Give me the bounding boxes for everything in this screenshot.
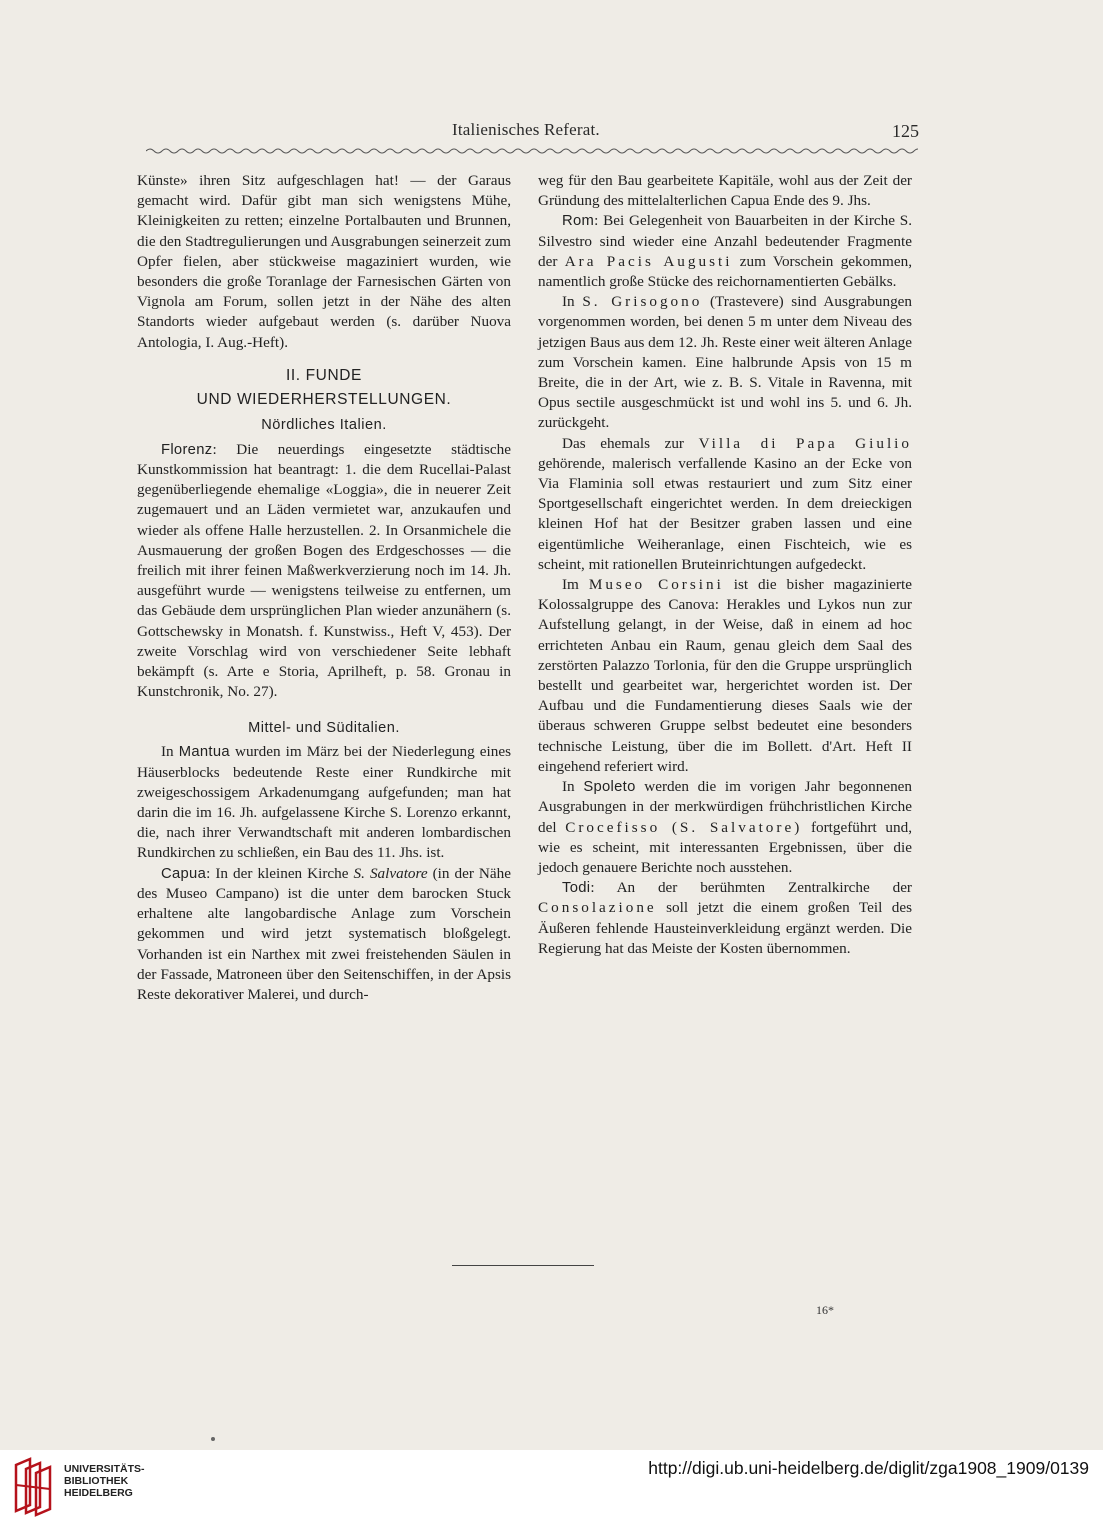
section-heading-wiederherstellungen: UND WIEDERHERSTELLUNGEN.: [196, 390, 452, 408]
mantua-prefix: In: [161, 743, 179, 761]
spoleto-crocefisso: Crocefisso (S. Salvatore): [565, 818, 803, 836]
place-rom: Rom: [562, 213, 595, 230]
place-capua: Capua: [161, 865, 207, 882]
mantua-text: wurden im März bei der Niederlegung eines Häuserblocks bedeutende Reste einer Rundkirche mit zweigeschossigem Arkadenumgang aufgefunden; man hat darin die im 16. Jh. aufgelassene Kirche S. Lorenzo erkannt, die, nach ihrer Verwandtschaft mit anderen lombardischen Rundkirchen zu schließen, ein Bau des 11. Jhs. ist.: [137, 743, 511, 862]
paragraph-florenz: [137, 440, 511, 703]
paragraph-kuenste: Künste» ihren Sitz aufgeschlagen hat! — der Garaus gemacht wird. Dafür gibt man sich wenigstens Mühe, Kleinigkeiten zu retten; einzelne Portalbauten und Brunnen, die den Stadtregulierungen und Ausgrabungen seinerzeit zum Opfer fielen, aber stückweise magaziniert wurden, wie besonders die große Toranlage der Farnesischen Gärten von Vignola am Forum, sollen jetzt in der Nähe des alten Standorts wieder aufgebaut werden (s. darüber Nuova Antologia, I. Aug.-Heft).: [137, 172, 511, 351]
paragraph-todi: [538, 878, 912, 959]
villa-text: gehörende, malerisch verfallende Kasino an der Ecke von Via Flaminia soll etwas restauriert und zum Sitz einer Sportgesellschaft eingerichtet werden. In dem dreieckigen kleinen Hof hat der Besitzer graben lassen und eine eigentümliche Weiheranlage, einen Fischteich, wie es scheint, mit rationellen Bruteinrichtungen aufgedeckt.: [538, 454, 912, 573]
capua-italic: S. Salvatore: [353, 864, 428, 882]
grisogono-prefix: In: [562, 293, 583, 311]
institution-name: [64, 1463, 145, 1499]
subheading-northern-italy: Nördliches Italien.: [261, 416, 387, 433]
villa-name: Villa di Papa Giulio: [698, 434, 912, 452]
paragraph-grisogono: [538, 292, 912, 433]
wavy-rule-divider: [146, 145, 918, 157]
place-florenz: Florenz: [161, 441, 213, 458]
scan-dot-mark: [211, 1437, 215, 1441]
rom-text-2: zum Vorschein gekommen, namentlich große Stücke des reichornamentierten Gebälks.: [538, 252, 912, 291]
todi-text-2: soll jetzt die einem großen Teil des Äußeren fehlende Hausteinverkleidung ergänzt werden. Die Regierung hat das Meiste der Kosten übernommen.: [538, 899, 912, 957]
rom-text-1: : Bei Gelegenheit von Bauarbeiten in der Kirche S. Silvestro sind wieder eine Anzahl bedeutender Fragmente der: [538, 212, 912, 270]
corsini-text: ist die bisher magazinierte Kolossalgruppe des Canova: Herakles und Lykos nun zur Aufstellung gelangt, in der Weise, daß in einem ad hoc errichteten Anbau ein Raum, genau gleich dem Saal des zerstörten Palazzo Torlonia, für den die Gruppe ursprünglich bestellt und gearbeitet war, hergerichtet worden ist. Der Aufbau und die Fundamentierung dieses Saals wie der überaus schweren Gruppe selbst bedeutet eine besonders technische Leistung, über die im Bollett. d'Art. Heft II eingehend referiert wird.: [538, 576, 912, 775]
place-mantua: Mantua: [178, 744, 230, 761]
rom-ara-pacis: Ara Pacis Augusti: [564, 252, 733, 270]
footer-rule: [452, 1265, 594, 1266]
place-todi: Todi: [562, 880, 591, 897]
institution-line-2: BIBLIOTHEK: [64, 1475, 129, 1487]
villa-prefix: Das ehemals zur: [562, 434, 699, 452]
corsini-name: Museo Corsini: [588, 576, 724, 594]
running-head-title: Italienisches Referat.: [452, 120, 600, 139]
subheading-central-south-italy: Mittel- und Süditalien.: [248, 720, 400, 737]
paragraph-rom: [538, 211, 912, 292]
paragraph-villa-giulio: [538, 434, 912, 575]
page-number: 125: [892, 121, 919, 141]
paragraph-mantua: [137, 742, 511, 863]
paragraph-spoleto: [538, 777, 912, 878]
institution-line-3: HEIDELBERG: [64, 1487, 133, 1499]
place-spoleto: Spoleto: [583, 779, 636, 796]
signature-mark: 16*: [816, 1303, 834, 1317]
todi-text-1: : An der berühmten Zentralkirche der: [590, 879, 912, 897]
todi-consolazione: Consolazione: [538, 899, 657, 917]
grisogono-text: (Trastevere) sind Ausgrabungen vorgenommen worden, bei denen 5 m unter dem Niveau des jetzigen Baus aus dem 12. Jh. Reste einer weit älteren Anlage zum Vorschein kamen. Eine halbrunde Apsis von 15 m Breite, die in der Art, wie z. B. S. Vitale in Ravenna, mit Opus sectile ausgeschmückt ist und wohl ins 5. und 6. Jh. zurückgeht.: [538, 293, 913, 432]
institution-line-1: UNIVERSITÄTS-: [64, 1463, 145, 1475]
university-library-logo-icon: [12, 1455, 58, 1519]
left-column: [137, 171, 511, 1005]
permalink-url[interactable]: http://digi.ub.uni-heidelberg.de/diglit/zga1908_1909/0139: [648, 1458, 1089, 1478]
florenz-text: : Die neuerdings eingesetzte städtische Kunstkommission hat beantragt: 1. die dem Rucellai-Palast gegenüberliegende ehemalige «Loggia», die in neuerer Zeit zugemauert und an Läden vermietet war, anzukaufen und wieder als offene Halle herzustellen. 2. In Orsanmichele die Ausmauerung der großen Bogen des Erdgeschosses — die freilich mit ihrer feinen Maßwerkverzierung noch im 14. Jh. ausgeführt wurde — wenigstens teilweise zu entfernen, um das Gebäude dem ursprünglichen Plan wieder anzunähern (s. Gottschewsky in Monatsh. f. Kunstwiss., Heft V, 453). Der zweite Vorschlag wird von verschiedener Seite lebhaft bekämpft (s. Arte e Storia, Aprilheft, p. 58. Gronau in Kunstchronik, No. 27).: [137, 440, 511, 701]
spoleto-text-2: fortgeführt und, wie es scheint, mit interessanten Ergebnissen, über die jedoch genauere Berichte noch ausstehen.: [538, 818, 912, 876]
right-column: [538, 171, 912, 959]
grisogono-name: S. Grisogono: [582, 293, 703, 311]
paragraph-corsini: [538, 575, 912, 777]
capua-text-2: (in der Nähe des Museo Campano) ist die unter dem barocken Stuck erhaltene alte langobardische Anlage zum Vorschein gekommen und wird jetzt systematisch bloßgelegt. Vorhanden ist ein Narthex mit zwei freistehenden Säulen in der Fassade, Matroneen über den Seitenschiffen, in der Apsis Reste dekorativer Malerei, und durch-: [137, 864, 511, 1003]
spoleto-prefix: In: [562, 778, 584, 796]
section-heading-funde: II. FUNDE: [285, 366, 362, 384]
spoleto-text-1: werden die im vorigen Jahr begonnenen Ausgrabungen in der merkwürdigen frühchristlichen Kirche del: [538, 778, 912, 836]
paragraph-capua: [137, 864, 511, 1005]
capua-text-1: : In der kleinen Kirche: [206, 864, 354, 882]
paragraph-capitals: weg für den Bau gearbeitete Kapitäle, wohl aus der Zeit der Gründung des mittelalterlichen Capua Ende des 9. Jhs.: [538, 172, 912, 210]
corsini-prefix: Im: [562, 576, 589, 594]
